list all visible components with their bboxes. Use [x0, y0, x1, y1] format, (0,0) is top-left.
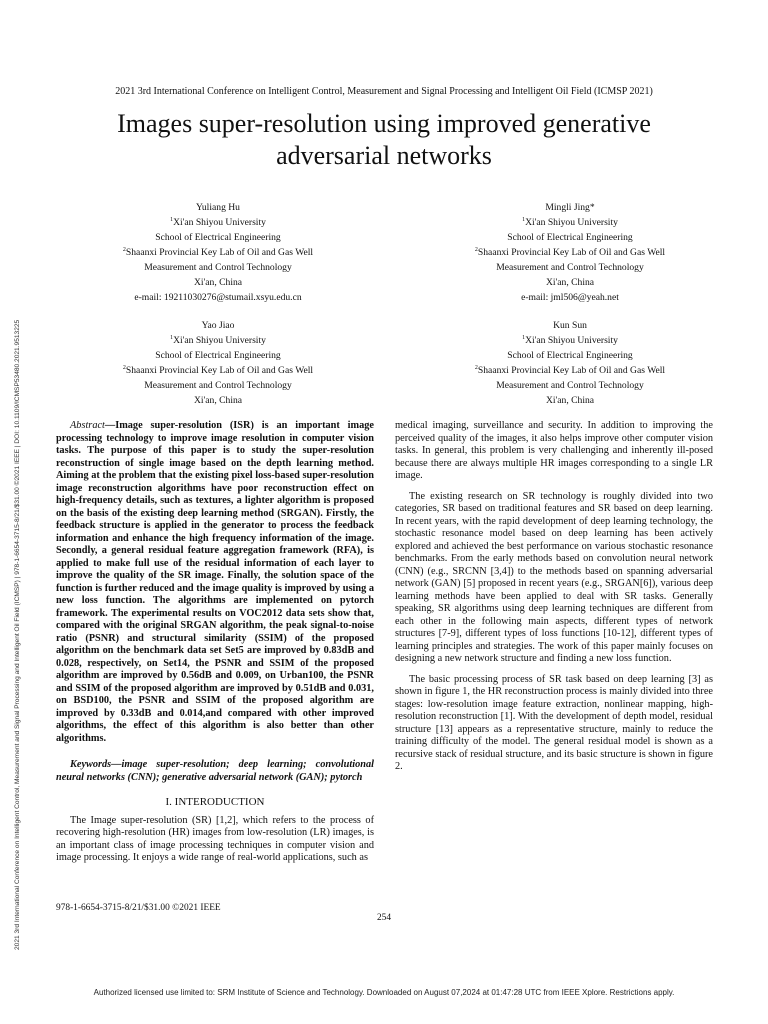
author-affiliation-2-cont: Measurement and Control Technology	[496, 262, 644, 273]
author-affiliation-1: $^1$Xi'an Shiyou University	[170, 216, 266, 228]
author-affiliation-2: $^2$Shaanxi Provincial Key Lab of Oil and Gas Well	[122, 364, 314, 376]
author-block	[68, 200, 368, 305]
author-affiliation-1: $^1$Xi'an Shiyou University	[522, 216, 618, 228]
side-doi-text: 2021 3rd International Conference on Intelligent Control, Measurement and Signal Processing and Intelligent Oil Field (ICMSP) | 978-1-6654-3715-8/21/$31.00 ©2021 IEEE | DOI: 10.1109/ICMSP53480.2021.9513225	[14, 319, 21, 950]
body-paragraph: medical imaging, surveillance and security. In addition to improving the perceived quality of the images, it also helps improve other computer vision tasks. In general, this problem is very challenging and inherently ill-posed because there are always multiple HR images corresponding to a single LR image.	[395, 420, 713, 481]
title-line-1: Images super-resolution using improved generative	[117, 109, 651, 138]
title-line-2: adversarial networks	[276, 141, 492, 170]
section-heading: I. INTERODUCTION	[165, 796, 265, 808]
author-affiliation-2-cont: Measurement and Control Technology	[144, 380, 292, 391]
conference-header: 2021 3rd International Conference on Intelligent Control, Measurement and Signal Processing and Intelligent Oil Field (ICMSP 2021)	[115, 86, 653, 97]
author-school: School of Electrical Engineering	[155, 232, 281, 243]
keywords	[56, 759, 374, 784]
keywords-text: image super-resolution; deep learning; convolutional neural networks (CNN); generative adversarial network (GAN); pytorch	[56, 759, 374, 783]
author-email: e-mail: 19211030276@stumail.xsyu.edu.cn	[134, 292, 302, 303]
author-affiliation-1: $^1$Xi'an Shiyou University	[522, 334, 618, 346]
side-doi-strip	[14, 100, 24, 960]
body-paragraph: The basic processing process of SR task based on deep learning [3] as shown in figure 1, the HR reconstruction process is mainly divided into three stages: low-resolution image feature extraction, nonlinear mapping, high-resolution reconstruction [1]. With the development of depth model, residual structure [13] appears as a representative structure, mainly to reduce the training difficulty of the model. The general residual model is shown as a recursive stack of residual structure, and its basic structure is shown in figure 2.	[395, 673, 713, 772]
author-city: Xi'an, China	[193, 277, 243, 288]
left-column	[56, 420, 374, 873]
author-email: e-mail: jml506@yeah.net	[521, 292, 619, 303]
author-block	[420, 200, 720, 305]
author-block	[68, 318, 368, 408]
author-school: School of Electrical Engineering	[507, 232, 633, 243]
author-school: School of Electrical Engineering	[507, 350, 633, 361]
author-city: Xi'an, China	[545, 277, 595, 288]
author-affiliation-2: $^2$Shaanxi Provincial Key Lab of Oil and Gas Well	[474, 246, 666, 258]
abstract: Abstract—Image super-resolution (ISR) is an important image processing technology to improve image resolution in computer vision tasks. The purpose of this paper is to study the super-resolution reconstruction of single image based on the depth learning method. Aiming at the problem that the existing pixel loss-based super-resolution image reconstruction algorithms have poor reconstruction effect on high-frequency details, such as textures, a lighter algorithm is proposed on the basis of the existing deep learning method (SRGAN). Firstly, the feedback structure is applied in the generator to process the feedback information and enhance the high frequency information of the image. Secondly, a general residual feature aggregation framework (RFA), is applied to make full use of the residual information of each layer to improve the quality of the SR image. Finally, the solution space of the function is further reduced and the image quality is improved by using a new loss function. The algorithms are implemented on pytorch framework. The experimental results on VOC2012 data sets show that, compared with the original SRGAN algorithm, the peak signal-to-noise ratio (PSNR) and structural similarity (SSIM) of the proposed algorithm on the benchmark data set Set5 are improved by 0.83dB and 0.028, respectively, on Set14, the PSNR and SSIM of the proposed algorithm are improved by 0.56dB and 0.009, on Urban100, the PSNR and SSIM of the proposed algorithm are improved by 0.51dB and 0.031, on BSD100, the PSNR and SSIM of the proposed algorithm are improved by 0.33dB and 0.014,and compared with other improved algorithms, the effect of this algorithm is also better than other algorithms.	[56, 420, 374, 744]
author-city: Xi'an, China	[193, 395, 243, 406]
license-footer: Authorized licensed use limited to: SRM Institute of Science and Technology. Downloaded on August 07,2024 at 01:47:28 UTC from IEEE Xplore. Restrictions apply.	[93, 988, 675, 997]
author-affiliation-2: $^2$Shaanxi Provincial Key Lab of Oil and Gas Well	[474, 364, 666, 376]
author-affiliation-2-cont: Measurement and Control Technology	[496, 380, 644, 391]
author-name: Mingli Jing*	[545, 202, 595, 213]
author-school: School of Electrical Engineering	[155, 350, 281, 361]
author-name: Kun Sun	[553, 320, 587, 331]
body-paragraph: The existing research on SR technology is roughly divided into two categories, SR based on traditional features and SR based on deep learning. In recent years, with the rapid development of deep learning technology, the stochastic resonance model based on deep learning has been actively explored and achieved the best performance on various stochastic resonance benchmarks. From the early methods based on convolution neural network (CNN) (e.g., SRCNN [3,4]) to the methods based on spanning adversarial network (GAN) [5] proposed in recent years (e.g., SRGAN[6]), various deep learning methods have been applied to deal with SR tasks. Generally speaking, SR algorithms using deep learning techniques are different from each other in the following main aspects, different types of network structures [7-9], different types of loss functions [10-12], different types of learning principles and strategies. The work of this paper mainly focuses on designing a new network structure and finding a new loss function.	[395, 490, 713, 664]
copyright-line: 978-1-6654-3715-8/21/$31.00 ©2021 IEEE	[56, 903, 221, 913]
author-block	[420, 318, 720, 408]
intro-paragraph: The Image super-resolution (SR) [1,2], which refers to the process of recovering high-resolution (HR) images from low-resolution (LR) images, is an important class of image processing techniques in computer vision and image processing. It enjoys a wide range of real-world applications, such as	[56, 814, 374, 863]
author-affiliation-1: $^1$Xi'an Shiyou University	[170, 334, 266, 346]
page-number: 254	[376, 913, 392, 923]
author-name: Yuliang Hu	[196, 202, 240, 213]
author-name: Yao Jiao	[201, 320, 235, 331]
abstract-label: Abstract	[70, 420, 105, 431]
author-affiliation-2: $^2$Shaanxi Provincial Key Lab of Oil and Gas Well	[122, 246, 314, 258]
paper-title	[40, 108, 728, 172]
keywords-label: Keywords—	[70, 759, 122, 770]
author-affiliation-2-cont: Measurement and Control Technology	[144, 262, 292, 273]
right-column	[395, 420, 713, 782]
author-city: Xi'an, China	[545, 395, 595, 406]
abstract-text: Image super-resolution (ISR) is an important image processing technology to improve image resolution in computer vision tasks. The purpose of this paper is to study the super-resolution reconstruction of single image based on the depth learning method. Aiming at the problem that the existing pixel loss-based super-resolution image reconstruction algorithms have poor reconstruction effect on high-frequency details, such as textures, a lighter algorithm is proposed on the basis of the existing deep learning method (SRGAN). Firstly, the feedback structure is applied in the generator to process the feedback information and enhance the high frequency information of the image. Secondly, a general residual feature aggregation framework (RFA), is applied to make full use of the residual information of each layer to improve the quality of the SR image. Finally, the solution space of the function is further reduced and the image quality is improved by using a new loss function. The algorithms are implemented on pytorch framework. The experimental results on VOC2012 data sets show that, compared with the original SRGAN algorithm, the peak signal-to-noise ratio (PSNR) and structural similarity (SSIM) of the proposed algorithm on the benchmark data set Set5 are improved by 0.83dB and 0.028, respectively, on Set14, the PSNR and SSIM of the proposed algorithm are improved by 0.56dB and 0.009, on Urban100, the PSNR and SSIM of the proposed algorithm are improved by 0.51dB and 0.031, on BSD100, the PSNR and SSIM of the proposed algorithm are improved by 0.33dB and 0.014,and compared with other improved algorithms, the effect of this algorithm is also better than other algorithms.	[56, 420, 374, 744]
